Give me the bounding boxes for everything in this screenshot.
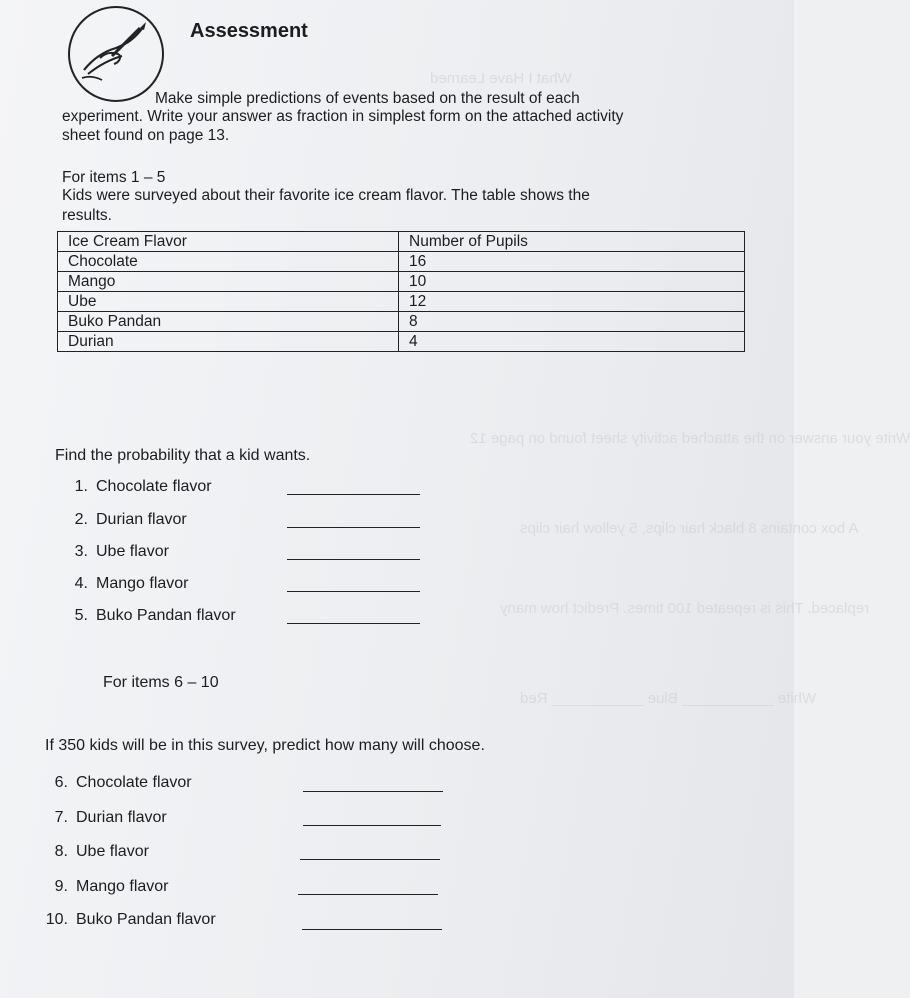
item-number: 10. bbox=[45, 911, 68, 928]
pupils-cell: 12 bbox=[399, 292, 745, 312]
item-number: 2. bbox=[74, 511, 88, 528]
flavor-cell: Mango bbox=[58, 272, 399, 292]
question-item bbox=[40, 843, 149, 861]
table-row bbox=[58, 252, 745, 272]
answer-blank[interactable] bbox=[287, 559, 420, 560]
writing-hand-icon bbox=[68, 6, 164, 102]
question-item bbox=[60, 575, 189, 593]
answer-blank[interactable] bbox=[302, 929, 442, 930]
item-number: 9. bbox=[54, 878, 68, 895]
answer-blank[interactable] bbox=[287, 591, 420, 592]
item-label: Chocolate flavor bbox=[76, 774, 192, 791]
item-label: Durian flavor bbox=[96, 511, 187, 528]
bleed-through-text: replaced. This is repeated 100 times. Predict how many bbox=[500, 600, 870, 617]
answer-blank[interactable] bbox=[303, 791, 443, 792]
table-row bbox=[58, 312, 745, 332]
table-row bbox=[58, 332, 745, 352]
flavor-cell: Buko Pandan bbox=[58, 312, 399, 332]
item-label: Durian flavor bbox=[76, 809, 167, 826]
item-label: Buko Pandan flavor bbox=[96, 607, 236, 624]
part1-question: Find the probability that a kid wants. bbox=[55, 447, 311, 464]
flavor-table bbox=[57, 231, 745, 352]
item-number: 8. bbox=[54, 843, 68, 860]
column-header: Number of Pupils bbox=[399, 232, 745, 252]
flavor-cell: Ube bbox=[58, 292, 399, 312]
answer-blank[interactable] bbox=[300, 859, 440, 860]
item-number: 5. bbox=[74, 607, 88, 624]
answer-blank[interactable] bbox=[287, 623, 420, 624]
question-item bbox=[60, 478, 212, 496]
item-number: 4. bbox=[74, 575, 88, 592]
part1-intro: results. bbox=[62, 207, 112, 224]
question-item bbox=[40, 878, 169, 896]
bleed-through-text: Write your answer on the attached activity sheet found on page 12 bbox=[470, 430, 910, 447]
question-item bbox=[60, 607, 236, 625]
item-label: Mango flavor bbox=[76, 878, 169, 895]
part1-intro: Kids were surveyed about their favorite ice cream flavor. The table shows the bbox=[62, 187, 590, 204]
column-header: Ice Cream Flavor bbox=[58, 232, 399, 252]
page-title: Assessment bbox=[190, 20, 308, 42]
bleed-through-text: What I Have Learned bbox=[430, 70, 572, 87]
item-number: 7. bbox=[54, 809, 68, 826]
pupils-cell: 10 bbox=[399, 272, 745, 292]
question-item bbox=[60, 511, 187, 529]
question-item bbox=[40, 809, 167, 827]
table-row bbox=[58, 272, 745, 292]
answer-blank[interactable] bbox=[298, 894, 438, 895]
item-label: Ube flavor bbox=[96, 543, 169, 560]
instruction-line: Make simple predictions of events based on the result of each bbox=[155, 90, 580, 107]
item-label: Chocolate flavor bbox=[96, 478, 212, 495]
flavor-cell: Chocolate bbox=[58, 252, 399, 272]
table-header-row bbox=[58, 232, 745, 252]
table-row bbox=[58, 292, 745, 312]
answer-blank[interactable] bbox=[287, 527, 420, 528]
bleed-through-text: A box contains 8 black hair clips, 5 yellow hair clips bbox=[520, 520, 859, 537]
item-label: Mango flavor bbox=[96, 575, 189, 592]
question-item bbox=[60, 543, 169, 561]
pupils-cell: 8 bbox=[399, 312, 745, 332]
answer-blank[interactable] bbox=[303, 825, 441, 826]
pupils-cell: 16 bbox=[399, 252, 745, 272]
item-number: 3. bbox=[74, 543, 88, 560]
part1-heading: For items 1 – 5 bbox=[62, 169, 166, 186]
pupils-cell: 4 bbox=[399, 332, 745, 352]
answer-blank[interactable] bbox=[287, 494, 420, 495]
question-item bbox=[40, 911, 216, 929]
flavor-cell: Durian bbox=[58, 332, 399, 352]
item-number: 1. bbox=[74, 478, 88, 495]
item-number: 6. bbox=[54, 774, 68, 791]
instruction-line: experiment. Write your answer as fraction in simplest form on the attached activity bbox=[62, 108, 624, 125]
instruction-line: sheet found on page 13. bbox=[62, 127, 230, 144]
part2-heading: For items 6 – 10 bbox=[103, 674, 219, 691]
part2-question: If 350 kids will be in this survey, predict how many will choose. bbox=[45, 737, 485, 754]
question-item bbox=[40, 774, 192, 792]
item-label: Ube flavor bbox=[76, 843, 149, 860]
item-label: Buko Pandan flavor bbox=[76, 911, 216, 928]
bleed-through-text: White ___________ Blue ___________ Red bbox=[520, 690, 817, 707]
